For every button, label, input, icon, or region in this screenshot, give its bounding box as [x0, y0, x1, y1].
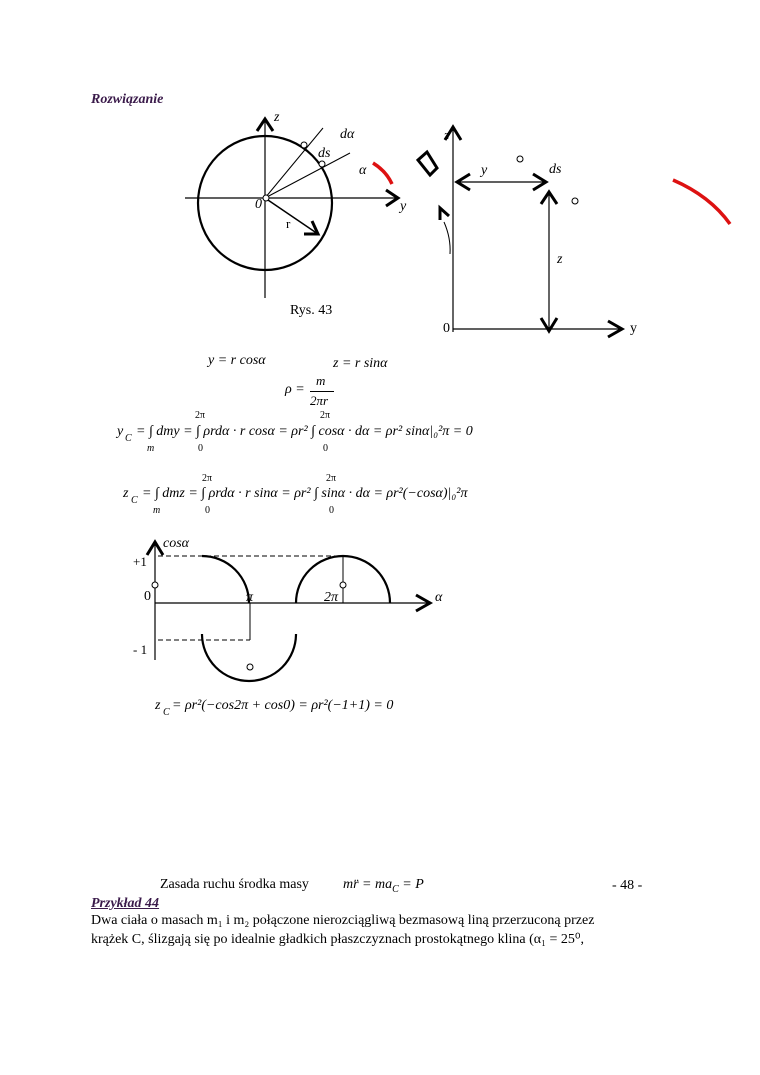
section-heading: Rozwiązanie [91, 92, 164, 107]
cos-pi-label: π [246, 590, 254, 605]
example-text-line1: Dwa ciała o masach m₁ i m₂ połączone nierozciągliwą bezmasową liną przerzuconą przez [91, 913, 595, 928]
principle-text: Zasada ruchu środka masy [160, 877, 309, 892]
equation-zc-sub: C [131, 495, 138, 506]
cos-point-1 [152, 582, 158, 588]
yc-int2-lower: 0 [323, 443, 328, 454]
fig2-seg-z-label: z [557, 252, 563, 267]
example-title: Przykład 44 [91, 896, 160, 911]
fig1-radius-label: r [286, 216, 291, 231]
radius-line [265, 198, 318, 234]
origin-marker [263, 195, 269, 201]
zc-int1-upper: 2π [202, 473, 213, 484]
red-arc-small-icon [373, 163, 392, 184]
equation-zc-body: = ∫ dmz = ∫ ρrdα · r sinα = ρr² ∫ sinα · dα = ρr²(−cosα)|₀²π [142, 486, 468, 501]
page-number: - 48 - [612, 878, 643, 893]
equation-yc-body: = ∫ dmy = ∫ ρrdα · r cosα = ρr² ∫ cosα · dα = ρr² sinα|₀²π = 0 [136, 424, 473, 439]
small-curve [444, 222, 450, 254]
cos-ylabel: cosα [163, 536, 190, 551]
equation-zc-final-lhs: z [155, 698, 161, 713]
curve-arc-1 [202, 556, 249, 603]
cos-point-2 [340, 582, 346, 588]
principle-eq-rhs: = P [398, 877, 424, 892]
example-text-line2: krążek C, ślizgają się po idealnie gładkich płaszczyznach prostokątnego klina (α₁ = 25⁰, [91, 932, 585, 947]
equation-zc-final-body: = ρr²(−cos2π + cos0) = ρr²(−1+1) = 0 [172, 698, 394, 713]
equation-rho-den: 2πr [310, 393, 329, 408]
radial-line-1 [265, 128, 323, 198]
small-arrow-icon [440, 208, 449, 220]
fig1-origin-label: 0 [255, 197, 262, 212]
equation-zc-lhs: z [123, 486, 129, 501]
fig2-axis-y-label: y [630, 321, 637, 336]
yc-int-m: m [147, 443, 155, 454]
fig2-axis-z-label: z [444, 127, 450, 142]
equation-zc-final-sub: C [163, 707, 170, 718]
radial-line-2 [265, 153, 350, 198]
cos-plot [147, 542, 430, 681]
equation-rho-num: m [316, 373, 326, 388]
equation-rho-lhs: ρ = [285, 382, 305, 397]
principle-eq-sub: C [392, 883, 399, 895]
diamond-shape-icon [418, 152, 437, 175]
principle-equation [343, 877, 424, 895]
equation-yc-sub: C [125, 433, 132, 444]
fig1-axis-z-label: z [274, 110, 280, 125]
fig2-origin-label: 0 [443, 321, 450, 336]
zc-int1-lower: 0 [205, 505, 210, 516]
point-marker-1 [301, 142, 307, 148]
equation-z: z = r sinα [333, 356, 388, 371]
fig1-dalpha-label: dα [340, 127, 355, 142]
yc-int2-upper: 2π [320, 410, 331, 421]
red-arc-large-icon [673, 180, 730, 224]
radius-arrow-icon [304, 221, 318, 234]
fig1-ds-label: ds [318, 146, 331, 161]
fig1-circle-diagram [185, 119, 398, 298]
fig2-point-1 [517, 156, 523, 162]
fig2-ds-label: ds [549, 162, 562, 177]
fig2-axes-diagram [418, 127, 730, 337]
zc-int-m: m [153, 505, 161, 516]
cos-minus-one-label: - 1 [133, 642, 148, 657]
cos-point-3 [247, 664, 253, 670]
equation-y: y = r cosα [208, 353, 266, 368]
fig1-alpha-label: α [359, 163, 367, 178]
zc-int2-lower: 0 [329, 505, 334, 516]
cos-plus-one-label: +1 [133, 554, 147, 569]
curve-arc-2 [202, 634, 296, 681]
fig1-caption: Rys. 43 [290, 303, 333, 318]
zc-int2-upper: 2π [326, 473, 337, 484]
yc-int1-lower: 0 [198, 443, 203, 454]
fig1-axis-y-label: y [400, 199, 407, 214]
equation-yc-lhs: y [117, 424, 124, 439]
principle-eq-main: mr̈ = ma [343, 877, 393, 892]
cos-xlabel: α [435, 590, 443, 605]
cos-zero-label: 0 [144, 589, 151, 604]
yc-int1-upper: 2π [195, 410, 206, 421]
fig2-seg-y-label: y [481, 163, 488, 178]
cos-two-pi-label: 2π [324, 590, 339, 605]
fraction-bar [310, 391, 334, 392]
fig2-point-2 [572, 198, 578, 204]
